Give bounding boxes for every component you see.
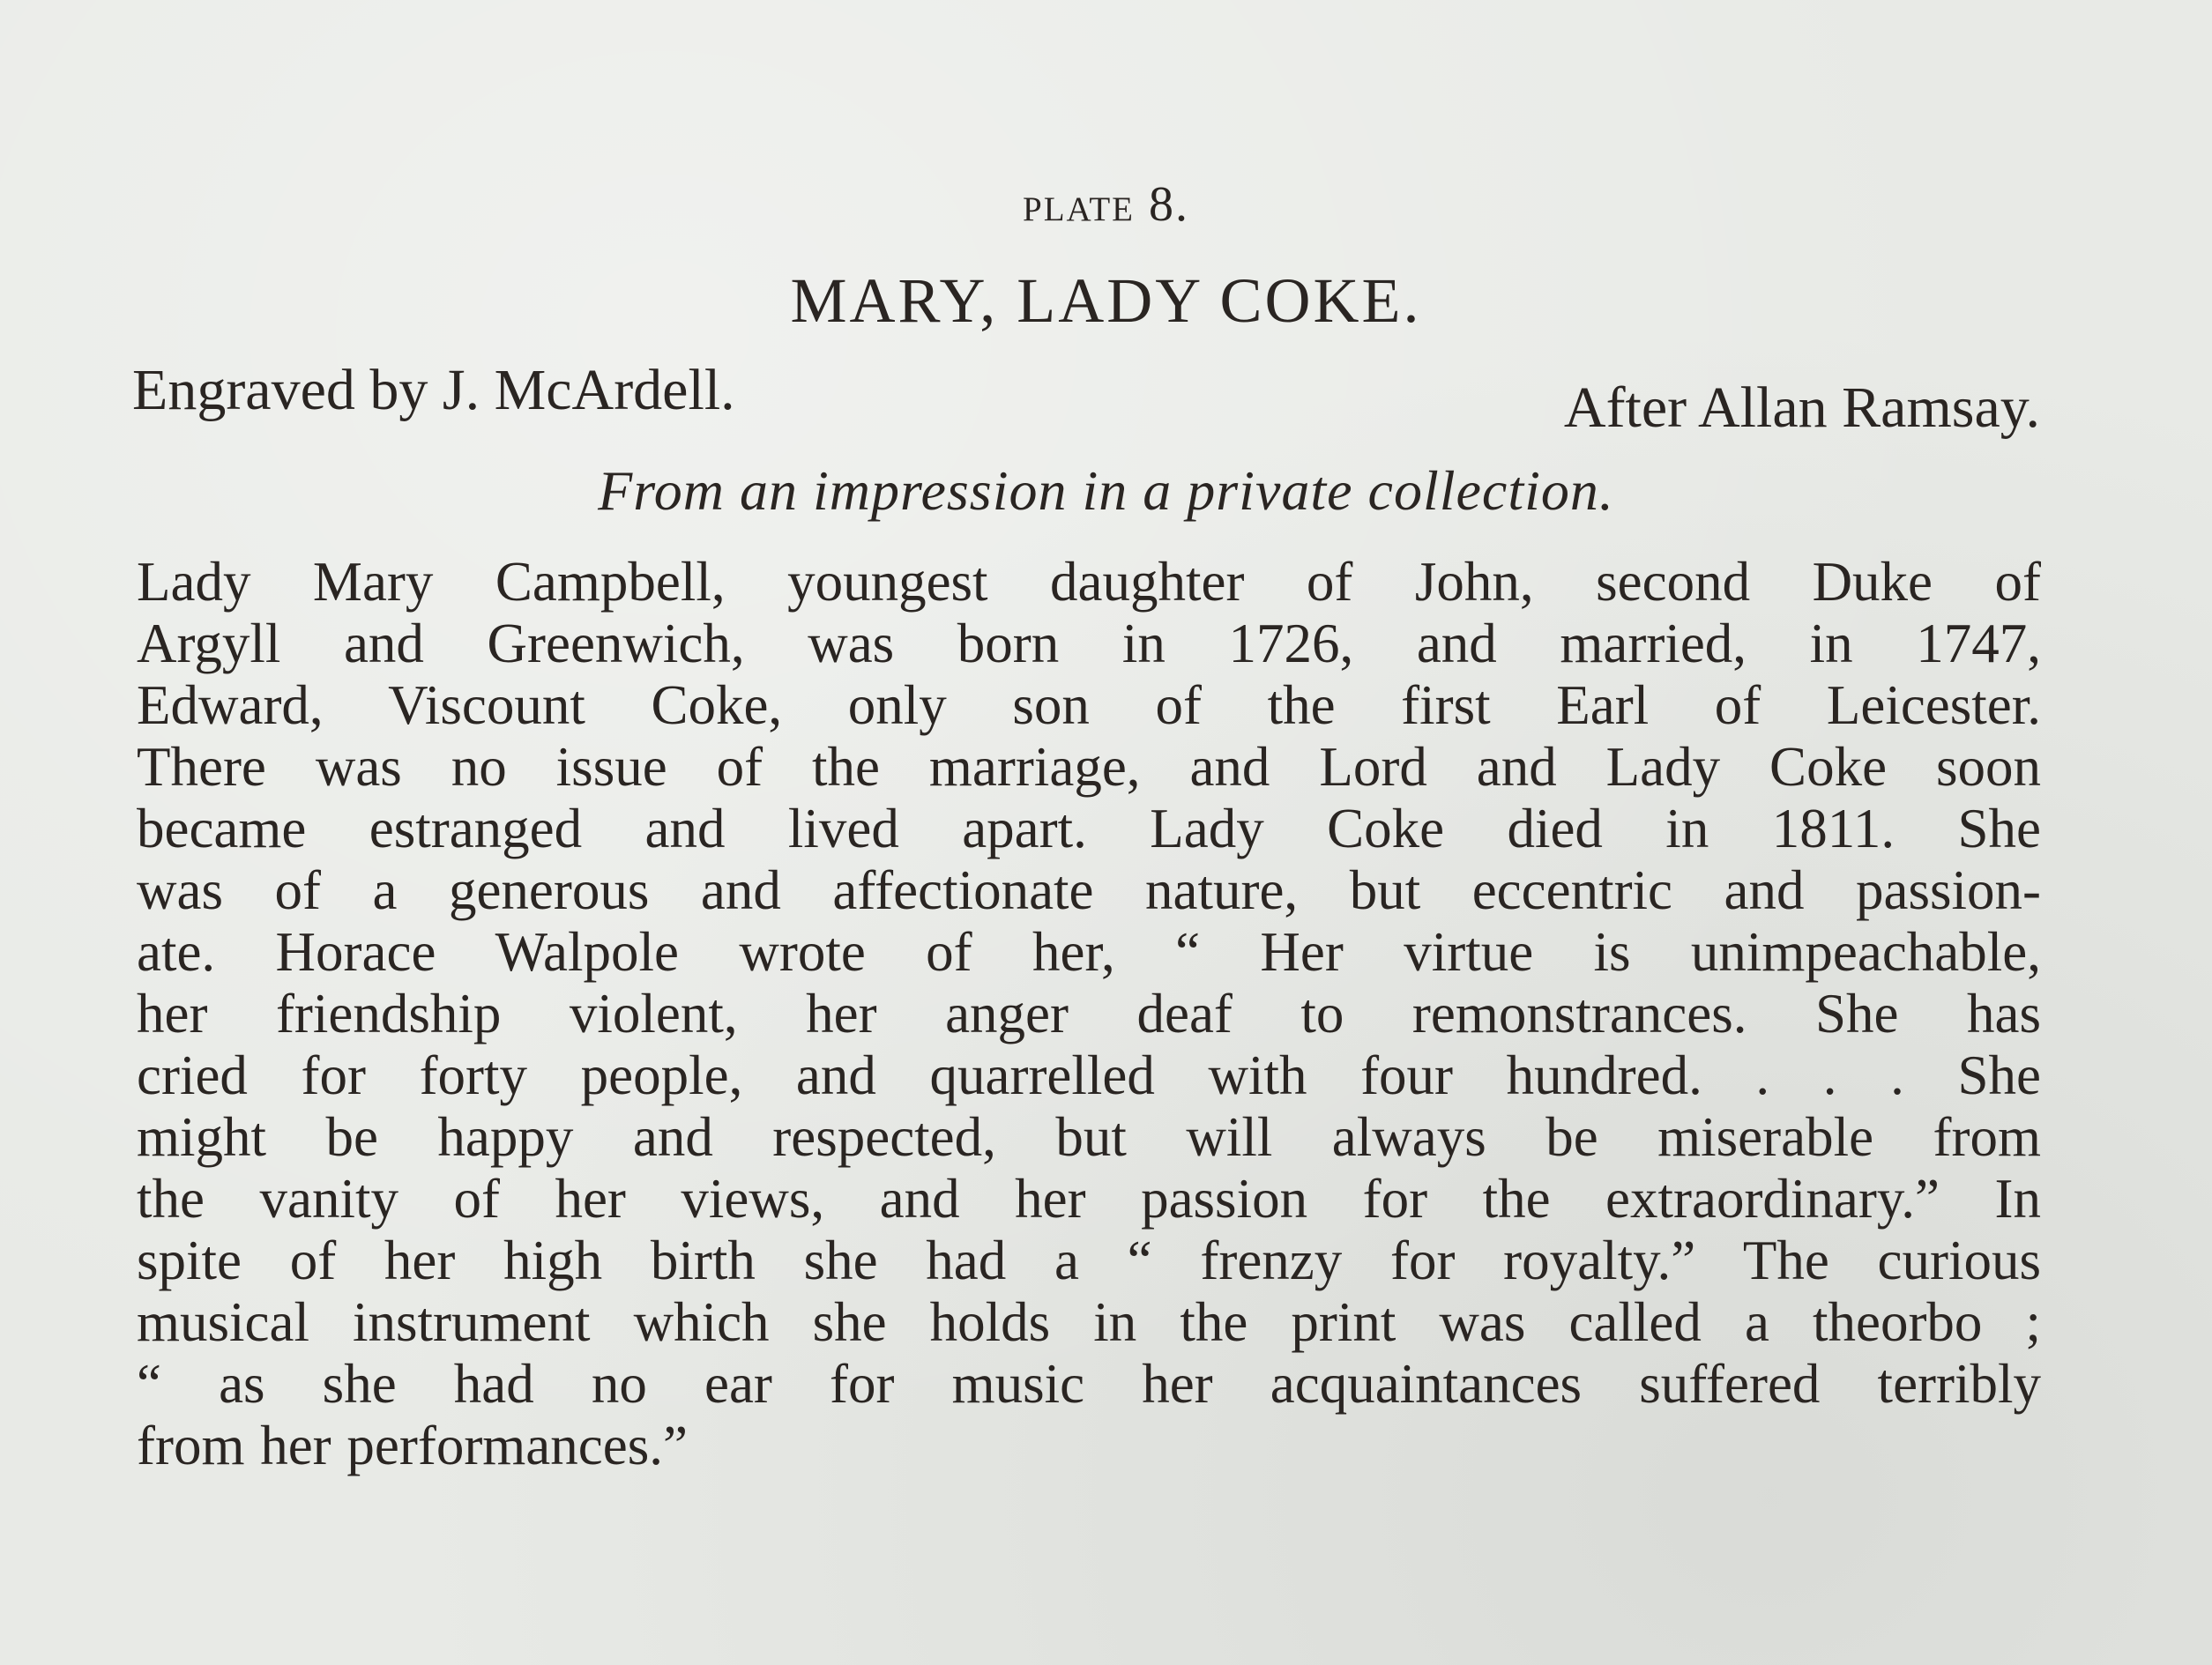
text-line: became estranged and lived apart. Lady Coke died in 1811. She (137, 798, 2041, 859)
text-line: spite of her high birth she had a “ frenzy for royalty.” The curious (137, 1230, 2041, 1291)
text-line: might be happy and respected, but will always be miserable from (137, 1106, 2041, 1168)
engraver-credit: Engraved by J. McArdell. (132, 358, 735, 422)
text-line: from her performances.” (137, 1415, 688, 1476)
text-line: ate. Horace Walpole wrote of her, “ Her virtue is unimpeachable, (137, 921, 2041, 983)
text-line: There was no issue of the marriage, and Lord and Lady Coke soon (137, 736, 2041, 798)
text-line: her friendship violent, her anger deaf to remonstrances. She has (137, 983, 2041, 1044)
plate-heading (0, 176, 2212, 233)
text-line: cried for forty people, and quarrelled with four hundred. . . . She (137, 1044, 2041, 1106)
plate-word: plate (1023, 177, 1135, 232)
plate-title: MARY, LADY COKE. (790, 265, 1422, 336)
text-line: musical instrument which she holds in the print was called a theorbo ; (137, 1291, 2041, 1353)
text-line: was of a generous and affectionate nature, but eccentric and passion- (137, 859, 2041, 921)
impression-source: From an impression in a private collection. (598, 459, 1614, 522)
text-line: Edward, Viscount Coke, only son of the first Earl of Leicester. (137, 674, 2041, 736)
text-line: Lady Mary Campbell, youngest daughter of John, second Duke of (137, 551, 2041, 613)
text-line: the vanity of her views, and her passion for the extraordinary.” In (137, 1168, 2041, 1230)
biography-text (137, 551, 2041, 1476)
text-line: Argyll and Greenwich, was born in 1726, and married, in 1747, (137, 613, 2041, 674)
plate-number: 8. (1149, 177, 1189, 232)
painter-credit: After Allan Ramsay. (1563, 375, 2040, 440)
text-line: “ as she had no ear for music her acquaintances suffered terribly (137, 1353, 2041, 1415)
